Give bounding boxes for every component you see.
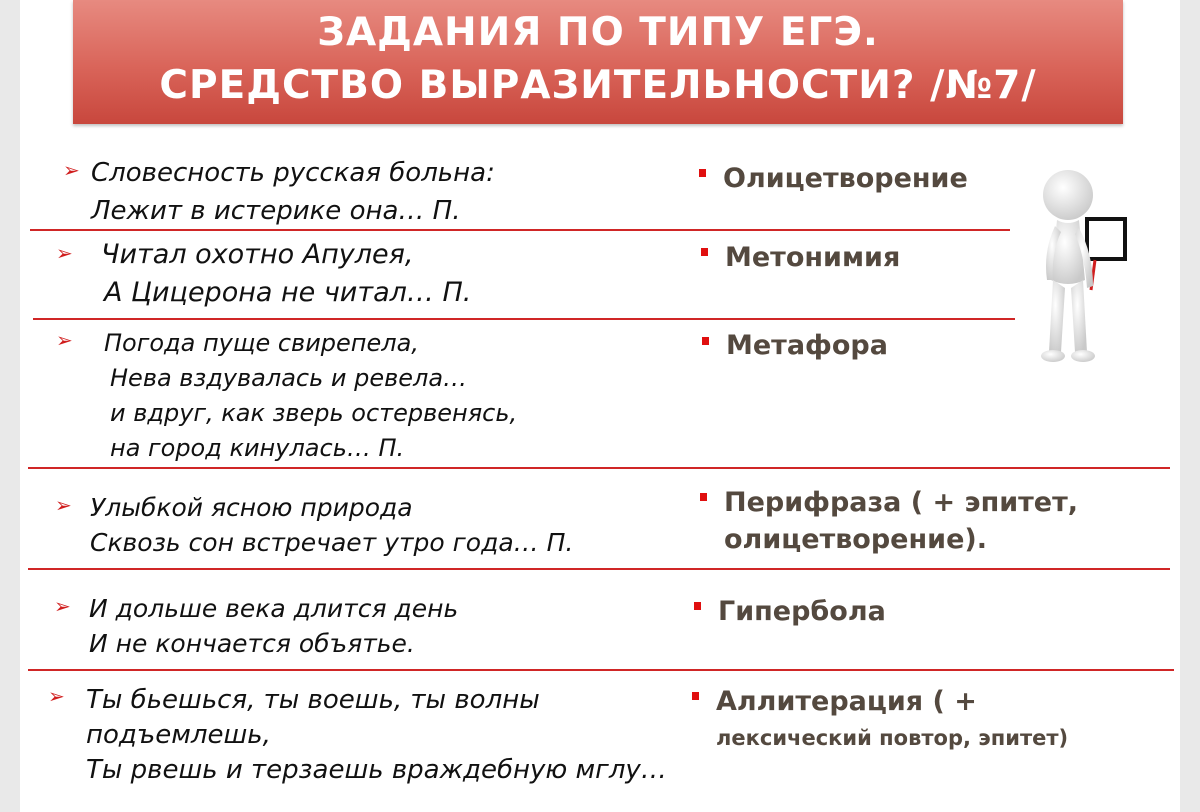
- quote-line: Нева вздувалась и ревела…: [110, 364, 468, 392]
- quote-line: Улыбкой ясною природа: [90, 493, 413, 522]
- answer-2: [725, 239, 900, 276]
- title-banner: [73, 0, 1123, 124]
- title-line-2: СРЕДСТВО ВЫРАЗИТЕЛЬНОСТИ? /№7/: [159, 63, 1037, 108]
- quote-item-5: [89, 591, 458, 661]
- square-bullet-icon: [700, 493, 707, 501]
- answer-line: олицетворение).: [724, 524, 987, 555]
- answer-line: Олицетворение: [723, 163, 968, 194]
- answer-6: [716, 683, 1068, 757]
- answer-line: Гипербола: [718, 596, 886, 627]
- arrow-bullet-icon: ➢: [56, 328, 73, 352]
- quote-line: Лежит в истерике она… П.: [91, 196, 461, 226]
- answer-line: Метафора: [726, 330, 888, 361]
- answer-line: Перифраза ( + эпитет,: [724, 487, 1079, 518]
- square-bullet-icon: [699, 169, 706, 177]
- quote-item-2: [101, 236, 471, 312]
- quote-line: Словесность русская больна:: [91, 158, 495, 188]
- quote-line: Сквозь сон встречает утро года… П.: [90, 528, 574, 557]
- answer-line: лексический повтор, эпитет): [716, 726, 1069, 750]
- answer-3: [726, 327, 888, 364]
- square-bullet-icon: [702, 337, 709, 345]
- row-divider: [28, 669, 1174, 671]
- answer-5: [718, 593, 886, 630]
- quote-line: Погода пуще свирепела,: [104, 329, 419, 357]
- square-bullet-icon: [692, 692, 699, 700]
- row-divider: [33, 318, 1015, 320]
- quote-line: подъемлешь,: [86, 720, 271, 750]
- answer-line: Метонимия: [725, 242, 901, 273]
- quote-line: И не кончается объятье.: [89, 629, 415, 658]
- arrow-bullet-icon: ➢: [56, 241, 73, 265]
- row-divider: [28, 467, 1170, 469]
- stick-figure-with-sign-icon: [1035, 162, 1145, 372]
- quote-item-4: [90, 490, 573, 560]
- quote-line: И дольше века длится день: [89, 594, 459, 623]
- quote-line: Ты бьешься, ты воешь, ты волны: [86, 685, 540, 715]
- answer-line: Аллитерация ( +: [716, 686, 977, 717]
- square-bullet-icon: [701, 248, 708, 256]
- quote-line: на город кинулась… П.: [110, 434, 405, 462]
- answer-4: [724, 484, 1078, 558]
- quote-line: Ты рвешь и терзаешь враждебную мглу…: [86, 755, 667, 785]
- answer-1: [723, 160, 968, 197]
- quote-item-6: [86, 683, 667, 788]
- quote-line: Читал охотно Апулея,: [101, 239, 414, 270]
- quote-item-1: [91, 154, 495, 230]
- arrow-bullet-icon: ➢: [55, 493, 72, 517]
- title-line-1: ЗАДАНИЯ ПО ТИПУ ЕГЭ.: [317, 10, 879, 55]
- quote-line: и вдруг, как зверь остервенясь,: [110, 399, 518, 427]
- row-divider: [28, 568, 1170, 570]
- square-bullet-icon: [694, 602, 701, 610]
- quote-line: А Цицерона не читал… П.: [104, 277, 472, 308]
- arrow-bullet-icon: ➢: [48, 684, 65, 708]
- quote-item-3: [104, 326, 517, 466]
- arrow-bullet-icon: ➢: [63, 158, 80, 182]
- arrow-bullet-icon: ➢: [54, 594, 71, 618]
